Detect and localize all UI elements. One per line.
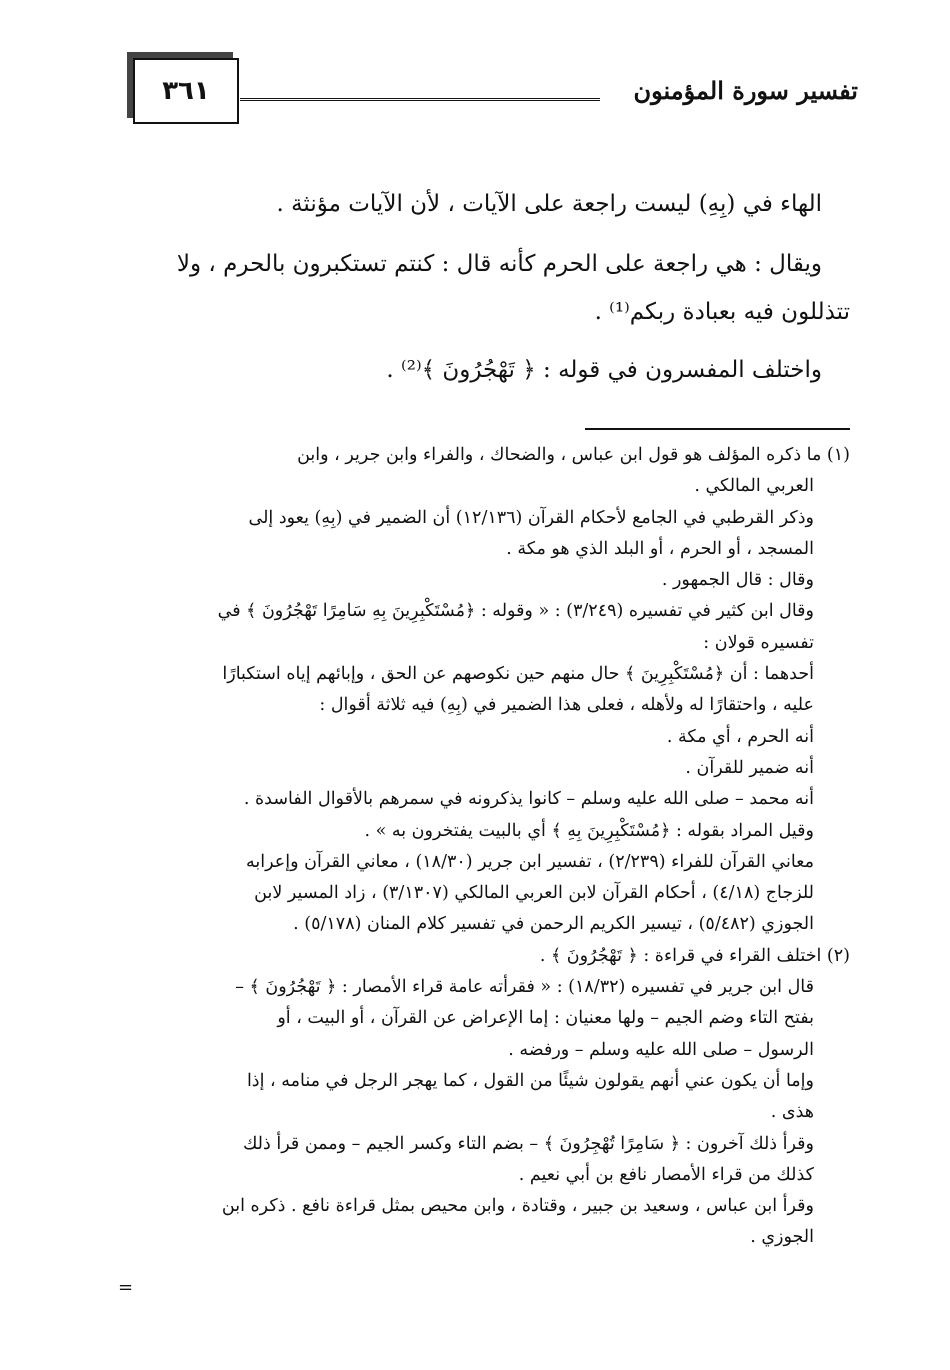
footnote-line: أنه ضمير للقرآن . — [685, 757, 814, 778]
footnote-line: وقيل المراد بقوله : ﴿مُسْتَكْبِرِينَ بِهِ ﴾ أي بالبيت يفتخرون به » . — [364, 820, 814, 841]
page-title: تفسير سورة المؤمنون — [633, 76, 858, 105]
footnote-line: تفسيره قولان : — [703, 632, 814, 653]
footnote-line: أحدهما : أن ﴿مُسْتَكْبِرِينَ ﴾ حال منهم حين نكوصهم عن الحق ، وإبائهم إياه استكبارًا — [222, 664, 814, 685]
main-paragraph: ويقال : هي راجعة على الحرم كأنه قال : كنتم تستكبرون بالحرم ، ولا تتذللون فيه بعبادة ربكم⁽¹⁾ . — [176, 251, 850, 325]
footnote-line: قال ابن جرير في تفسيره (١٨/٣٢) : « فقرأته عامة قراء الأمصار : ﴿ تَهْجُرُونَ ﴾ – — [235, 977, 814, 998]
footnote-line: أنه محمد – صلى الله عليه وسلم – كانوا يذكرونه في سمرهم بالأقوال الفاسدة . — [243, 789, 814, 810]
footnote-line: (٢) اختلف القراء في قراءة : ﴿ تَهْجُرُونَ ﴾ . — [539, 945, 850, 966]
main-text — [110, 180, 850, 406]
footnote-line: هذى . — [770, 1102, 814, 1123]
footnotes — [118, 440, 850, 1254]
header-rule — [240, 98, 600, 101]
continuation-mark: = — [118, 1277, 134, 1298]
footnote-line: الجوزي (٥/٤٨٢) ، تيسير الكريم الرحمن في تفسير كلام المنان (٥/١٧٨) . — [293, 914, 814, 935]
footnote-line: الجوزي . — [750, 1227, 814, 1248]
footnote-line: للزجاج (٤/١٨) ، أحكام القرآن لابن العربي المالكي (٣/١٣٠٧) ، زاد المسير لابن — [254, 883, 814, 904]
footnote-line: أنه الحرم ، أي مكة . — [666, 726, 814, 747]
footnote-line: الرسول – صلى الله عليه وسلم – ورفضه . — [508, 1039, 814, 1060]
main-paragraph: واختلف المفسرون في قوله : ﴿ تَهْجُرُونَ ﴾⁽²⁾ . — [386, 357, 822, 383]
footnote-line: معاني القرآن للفراء (٢/٢٣٩) ، تفسير ابن جرير (١٨/٣٠) ، معاني القرآن وإعرابه — [246, 851, 814, 872]
page-number: ٣٦١ — [162, 76, 210, 106]
footnote-line: وذكر القرطبي في الجامع لأحكام القرآن (١٢/١٣٦) أن الضمير في (بِهِ) يعود إلى — [248, 507, 814, 528]
footnote-line: المسجد ، أو الحرم ، أو البلد الذي هو مكة . — [506, 538, 814, 559]
main-paragraph: الهاء في (بِهِ) ليست راجعة على الآيات ، لأن الآيات مؤنثة . — [276, 191, 822, 217]
page-number-box — [133, 58, 239, 124]
footnote-line: العربي المالكي . — [694, 476, 814, 497]
footnote-line: بفتح التاء وضم الجيم – ولها معنيان : إما الإعراض عن القرآن ، أو البيت ، أو — [277, 1008, 814, 1029]
footnote-line: وقرأ ذلك آخرون : ﴿ سَامِرًا تُهْجِرُونَ ﴾ – بضم التاء وكسر الجيم – وممن قرأ ذلك — [242, 1133, 814, 1154]
footnote-separator — [585, 428, 850, 430]
footnote-line: وقرأ ابن عباس ، وسعيد بن جبير ، وقتادة ، وابن محيص بمثل قراءة نافع . ذكره ابن — [221, 1196, 814, 1217]
footnote-line: كذلك من قراء الأمصار نافع بن أبي نعيم . — [518, 1164, 814, 1185]
footnote-line: (١) ما ذكره المؤلف هو قول ابن عباس ، والضحاك ، والفراء وابن جرير ، وابن — [297, 445, 850, 465]
footnote-line: وقال : قال الجمهور . — [661, 570, 814, 591]
footnote-line: وإما أن يكون عني أنهم يقولون شيئًا من القول ، كما يهجر الرجل في منامه ، إذا — [246, 1070, 814, 1091]
footnote-line: وقال ابن كثير في تفسيره (٣/٢٤٩) : « وقوله : ﴿مُسْتَكْبِرِينَ بِهِ سَامِرًا تَهْجُرُونَ ﴾ في — [217, 601, 814, 622]
footnote-line: عليه ، واحتقارًا له ولأهله ، فعلى هذا الضمير في (بِهِ) فيه ثلاثة أقوال : — [319, 695, 814, 716]
